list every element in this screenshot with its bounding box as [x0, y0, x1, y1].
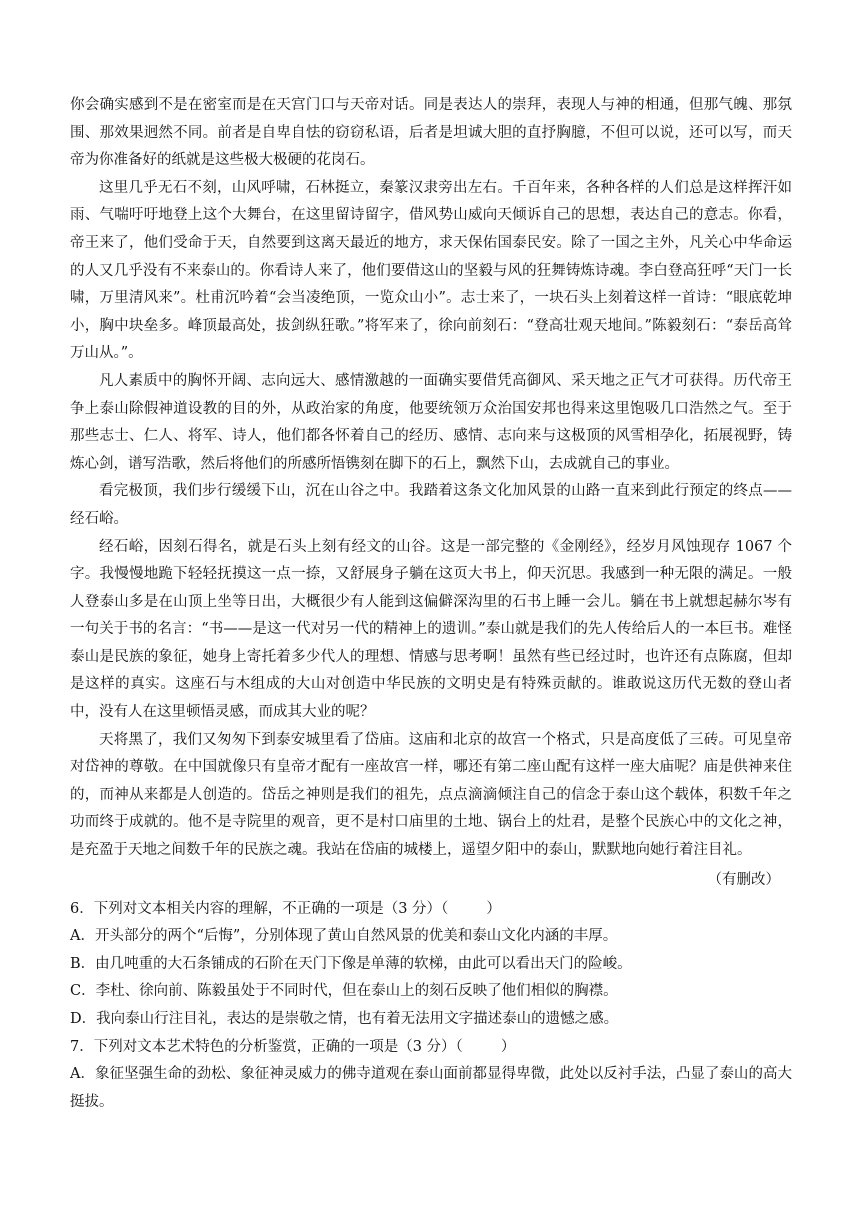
passage-paragraph: 看完极顶，我们步行缓缓下山，沉在山谷之中。我踏着这条文化加风景的山路一直来到此行预定的终点——经石峪。: [70, 483, 792, 527]
passage-paragraph: 天将黑了，我们又匆匆下到泰安城里看了岱庙。这庙和北京的故宫一个格式，只是高度低了三砖。可见皇帝对岱神的尊敬。在中国就像只有皇帝才配有一座故宫一样，哪还有第二座山配有这样一座大庙呢？庙是供神来住的，而神从来都是人创造的。岱岳之神则是我们的祖先，点点滴滴倾注自己的信念于泰山这个载体，积数千年之功而终于成就的。他不是寺院里的观音，更不是村口庙里的土地、锅台上的灶君，是整个民族心中的文化之神，是充盈于天地之间数千年的民族之魂。我站在岱庙的城楼上，遥望夕阳中的泰山，默默地向她行着注目礼。: [70, 731, 792, 859]
question-stem: 7．下列对文本艺术特色的分析鉴赏，正确的一项是（3 分）（ ）: [70, 1038, 516, 1055]
question-7: [70, 1034, 792, 1117]
question-6: [70, 896, 792, 1034]
passage-paragraph: 凡人素质中的胸怀开阔、志向远大、感情激越的一面确实要借凭高御风、采天地之正气才可获得。历代帝王争上泰山除假神道设教的目的外，从政治家的角度，他要统领万众治国安邦也得来这里饱吸几口浩然之气。至于那些志士、仁人、将军、诗人，他们都各怀着自己的经历、感情、志向来与这极顶的风雪相孕化，拓展视野，铸炼心剑，谱写浩歌，然后将他们的所感所悟镌刻在脚下的石上，飘然下山，去成就自己的事业。: [70, 372, 792, 472]
passage-paragraph: 这里几乎无石不刻，山风呼啸，石林挺立，秦篆汉隶旁出左右。千百年来，各种各样的人们总是这样挥汗如雨、气喘吁吁地登上这个大舞台，在这里留诗留字，借风势山威向天倾诉自己的思想，表达自己的意志。你看，帝王来了，他们受命于天，自然要到这离天最近的地方，求天保佑国泰民安。除了一国之主外，凡关心中华命运的人又几乎没有不来泰山的。你看诗人来了，他们要借这山的坚毅与风的狂舞铸炼诗魂。李白登高狂呼“天门一长啸，万里清风来”。杜甫沉吟着“会当凌绝顶，一览众山小”。志士来了，一块石头上刻着这样一首诗：“眼底乾坤小，胸中块垒多。峰顶最高处，拔剑纵狂歌。”将军来了，徐向前刻石：“登高壮观天地间。”陈毅刻石：“泰岳高耸万山从。”。: [70, 179, 792, 362]
question-stem: 6．下列对文本相关内容的理解，不正确的一项是（3 分）（ ）: [70, 900, 501, 917]
option-a: A．开头部分的两个“后悔”，分别体现了黄山自然风景的优美和泰山文化内涵的丰厚。: [70, 928, 618, 945]
passage-paragraph: 你会确实感到不是在密室而是在天宫门口与天帝对话。同是表达人的崇拜，表现人与神的相通，但那气魄、那氛围、那效果迥然不同。前者是自卑自怯的窃窃私语，后者是坦诚大胆的直抒胸臆，不但可以说，还可以写，而天帝为你准备好的纸就是这些极大极硬的花岗石。: [70, 97, 792, 169]
option-b: B．由几吨重的大石条铺成的石阶在天门下像是单薄的软梯，由此可以看出天门的险峻。: [70, 955, 632, 972]
edit-note: （有删改）: [707, 871, 780, 888]
exam-page: [70, 92, 792, 1116]
option-a: A．象征坚强生命的劲松、象征神灵威力的佛寺道观在泰山面前都显得卑微，此处以反衬手法，凸显了泰山的高大挺拔。: [70, 1066, 792, 1110]
passage: [70, 92, 792, 896]
option-c: C．李杜、徐向前、陈毅虽处于不同时代，但在泰山上的刻石反映了他们相似的胸襟。: [70, 983, 618, 1000]
option-d: D．我向泰山行注目礼，表达的是崇敬之情，也有着无法用文字描述泰山的遗憾之感。: [70, 1011, 619, 1027]
passage-paragraph: 经石峪，因刻石得名，就是石头上刻有经文的山谷。这是一部完整的《金刚经》，经岁月风蚀现存 1067 个字。我慢慢地跪下轻轻抚摸这一点一捺，又舒展身子躺在这页大书上，仰天沉思。我感到一种无限的满足。一般人登泰山多是在山顶上坐等日出，大概很少有人能到这偏僻深沟里的石书上睡一会儿。躺在书上就想起赫尔岑有一句关于书的名言：“书——是这一代对另一代的精神上的遗训。”泰山就是我们的先人传给后人的一本巨书。难怪泰山是民族的象征，她身上寄托着多少代人的理想、情感与思考啊！虽然有些已经过时，也许还有点陈腐，但却是这样的真实。这座石与木组成的大山对创造中华民族的文明史是有特殊贡献的。谁敢说这历代无数的登山者中，没有人在这里顿悟灵感，而成其大业的呢？: [70, 538, 792, 721]
